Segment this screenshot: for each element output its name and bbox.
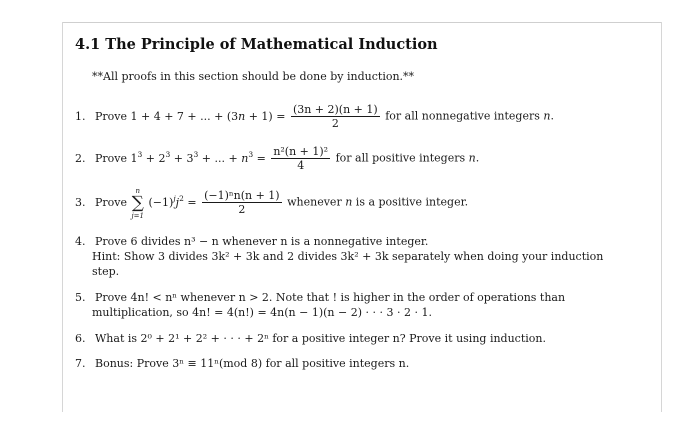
fraction xyxy=(271,145,330,172)
page-border-left xyxy=(62,22,63,412)
fraction-denominator: 2 xyxy=(238,203,246,216)
problem-tail: whenever n is a positive integer. xyxy=(287,195,469,209)
problem-statement: Bonus: Prove 3ⁿ ≡ 11ⁿ(mod 8) for all positive integers n. xyxy=(95,357,410,370)
problem-statement: Prove $1^3 + 2^3 + 3^3$ + ... + $n^3$ = xyxy=(95,149,266,165)
problem-tail: for all nonnegative integers n. xyxy=(385,109,554,123)
problem-4-hint: Hint: Show 3 divides 3k² + 3k and 2 divides 3k² + 3k separately when doing your induction xyxy=(92,250,604,263)
problem-2 xyxy=(75,145,479,172)
problem-6 xyxy=(75,332,546,346)
problem-statement: Prove 6 divides n³ − n whenever n is a nonnegative integer. xyxy=(95,235,429,248)
sum-upper-limit: n xyxy=(135,187,141,195)
sigma-symbol: ∑ xyxy=(131,193,144,213)
induction-note: **All proofs in this section should be done by induction.** xyxy=(92,70,415,83)
problem-statement: What is 2⁰ + 2¹ + 2² + · · · + 2ⁿ for a positive integer n? Prove it using induction. xyxy=(95,332,546,345)
fraction-denominator: 2 xyxy=(331,117,339,130)
problem-3 xyxy=(75,186,468,219)
fraction-denominator: 4 xyxy=(297,159,305,172)
problem-statement: Prove 1 + 4 + 7 + ... + (3n + 1) = xyxy=(95,109,286,123)
problem-5-continued: multiplication, so 4n! = 4(n!) = 4n(n − 1)(n − 2) · · · 3 · 2 · 1. xyxy=(92,306,432,319)
problem-4 xyxy=(75,235,428,249)
sum-lower-limit: j=1 xyxy=(131,212,145,220)
summand: $(-1)^jj^2$ = xyxy=(148,193,197,209)
fraction-numerator: (3n + 2)(n + 1) xyxy=(292,103,378,116)
problem-tail: for all positive integers n. xyxy=(335,151,480,165)
fraction xyxy=(202,189,282,216)
page-border-top xyxy=(62,22,662,23)
problem-4-hint-continued: step. xyxy=(92,265,120,278)
fraction-numerator: n²(n + 1)² xyxy=(273,145,329,158)
page-border-right xyxy=(661,22,662,412)
problem-7 xyxy=(75,357,409,371)
problem-number: 5. xyxy=(75,291,86,304)
problem-statement: Prove 4n! < nⁿ whenever n > 2. Note that ! is higher in the order of operations than xyxy=(95,291,566,304)
fraction-numerator: (−1)ⁿn(n + 1) xyxy=(204,189,280,202)
problem-1 xyxy=(75,103,554,130)
problem-number: 1. xyxy=(75,109,86,123)
problem-statement: Prove xyxy=(95,195,128,209)
problem-number: 6. xyxy=(75,332,86,345)
section-title: 4.1 The Principle of Mathematical Induction xyxy=(75,36,438,53)
problem-5 xyxy=(75,291,565,305)
fraction xyxy=(291,103,380,130)
problem-number: 4. xyxy=(75,235,86,248)
problem-number: 2. xyxy=(75,151,86,165)
summation xyxy=(132,187,145,220)
problem-number: 7. xyxy=(75,357,86,370)
problem-number: 3. xyxy=(75,195,86,209)
